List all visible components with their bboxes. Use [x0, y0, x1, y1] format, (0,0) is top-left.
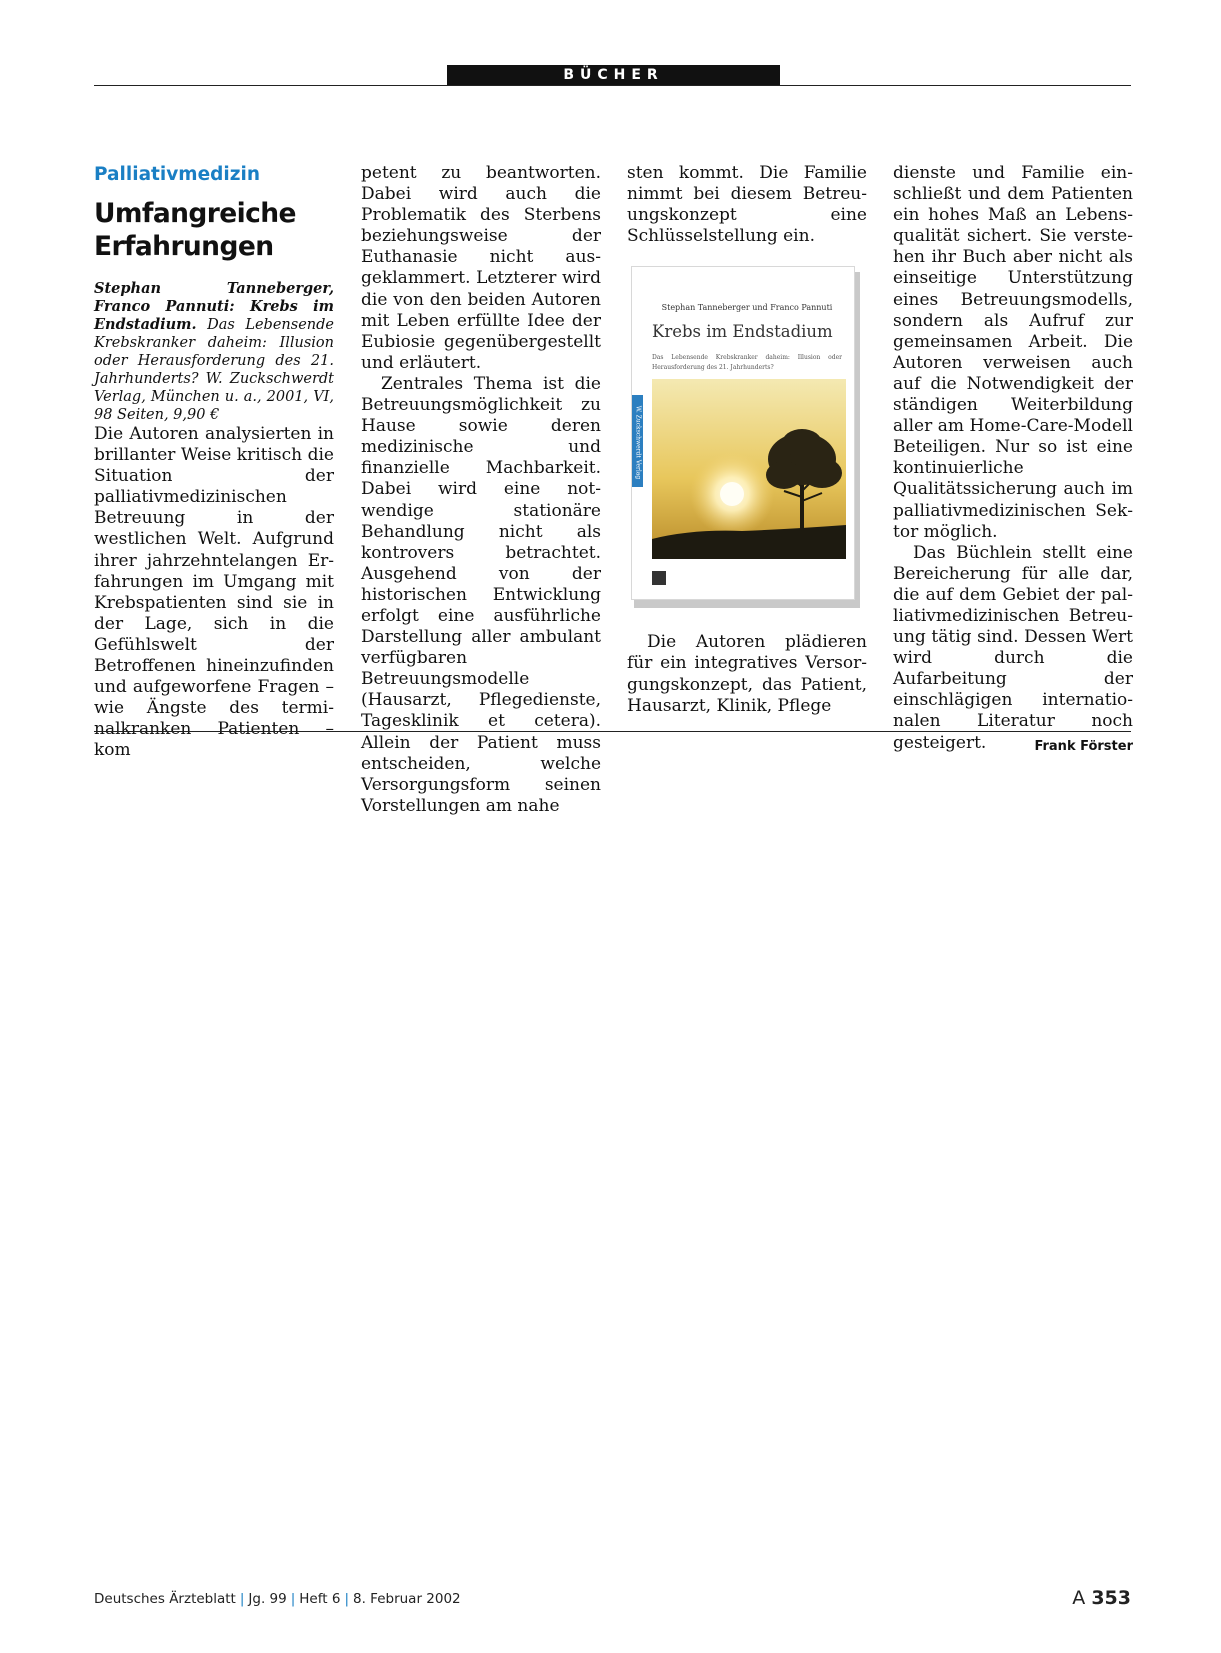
headline-line-1: Umfangreiche: [94, 198, 296, 229]
body-paragraph: Zentrales Thema ist die Betreuungsmöglichkeit zu Hause sowie deren medizinische und finanzielle Machbarkeit. Dabei wird eine notwendige stationäre Behandlung nicht als kontrovers betrachtet. Ausgehend von der historischen Entwicklung erfolgt eine ausführliche Darstellung aller ambulant verfügbaren Betreuungsmodelle (Hausarzt, Pflegedienste, Tagesklinik et cetera). Allein der Patient muss entscheiden, welche Versorgungsform seinen Vorstellungen am nahe: [361, 373, 601, 816]
page-number: [1072, 1587, 1131, 1609]
column-1: [94, 163, 334, 762]
body-paragraph: dienste und Familie einschließt und dem Patienten ein hohes Maß an Lebensqualität sichert. Sie verstehen ihr Buch aber nicht als einseitige Unterstützung eines Betreuungsmodells, sondern als Aufruf zur gemeinsamen Arbeit. Die Autoren verweisen auch auf die Notwendigkeit der ständigen Weiterbildung aller am Home-Care-Modell Beteiligen. Nur so ist eine kontinuierliche Qualitätssicherung auch im palliativmedizinischen Sektor möglich.: [893, 163, 1133, 542]
body-paragraph: Die Autoren analysierten in brillanter Weise kritisch die Situation der palliativmedizinischen Betreuung in der westlichen Welt. Aufgrund ihrer jahrzehntelangen Erfahrungen im Umgang mit Krebspatienten sind sie in der Lage, sich in die Gefühlswelt der Betroffenen hineinzufinden und aufgeworfene Fragen – wie Ängste des terminalkranken Patienten – kom: [94, 424, 334, 761]
book-cover: [631, 266, 855, 600]
biblio-details: Das Lebensende Krebskranker daheim: Illusion oder Herausforderung des 21. Jahrhunderts? W. Zuckschwerdt Verlag, München u. a., 2001, VI, 98 Seiten, 9,90 €: [94, 317, 334, 423]
body-paragraph: petent zu beantworten. Dabei wird auch die Problematik des Sterbens beziehungsweise der Euthanasie nicht ausgeklammert. Letzterer wird die von den beiden Autoren mit Leben erfüllte Idee der Eubiosie gegenübergestellt und erläutert.: [361, 163, 601, 373]
body-paragraph: sten kommt. Die Familie nimmt bei diesem Betreuungskonzept eine Schlüsselstellung ein.: [627, 163, 867, 247]
footer-separator: |: [290, 1591, 296, 1607]
body-paragraph-text: Das Büchlein stellt eine Bereicherung für alle dar, die auf dem Gebiet der palliativmedizinischen Betreuung tätig sind. Dessen Wert wird durch die Aufarbeitung der einschlägigen internationalen Literatur noch gesteigert.: [893, 542, 1133, 753]
body-paragraph: [893, 543, 1133, 754]
journal-name: Deutsches Ärzteblatt: [94, 1591, 236, 1607]
book-cover-image: [631, 266, 861, 610]
page-prefix: A: [1072, 1587, 1086, 1609]
cover-authors: Stephan Tanneberger und Franco Pannuti: [661, 303, 833, 313]
footer-separator: |: [344, 1591, 349, 1607]
top-rule: [94, 85, 1131, 86]
article-headline: [94, 197, 334, 263]
headline-line-2: Erfahrungen: [94, 231, 274, 262]
bibliographic-info: [94, 280, 334, 424]
sunset-tree-illustration: [652, 379, 846, 559]
journal-issue: Heft 6: [299, 1591, 341, 1607]
column-2: [361, 163, 601, 817]
page-footer: [94, 1587, 1131, 1609]
article-author: Frank Förster: [1034, 738, 1133, 754]
biblio-authors-title: Stephan Tanneberger, Franco Pannuti: Krebs im Endstadium.: [94, 280, 334, 333]
issue-date: 8. Februar 2002: [353, 1591, 461, 1607]
cover-title: Krebs im Endstadium: [652, 322, 833, 342]
column-4: [893, 163, 1133, 757]
cover-subtitle: Das Lebensende Krebskranker daheim: Illusion oder Herausforderung des 21. Jahrhunderts?: [652, 354, 842, 372]
publisher-logo-icon: [652, 571, 666, 585]
column-3: [627, 163, 867, 717]
page-number-value: 353: [1091, 1587, 1131, 1609]
journal-volume: Jg. 99: [248, 1591, 287, 1607]
body-paragraph: Die Autoren plädieren für ein integratives Versorgungskonzept, das Patient, Hausarzt, Klinik, Pflege: [627, 632, 867, 716]
article-kicker: Palliativmedizin: [94, 164, 260, 185]
section-label: BÜCHER: [447, 65, 780, 85]
footer-separator: |: [239, 1591, 245, 1607]
bottom-rule: [94, 731, 1131, 732]
cover-publisher-text: W. Zuckschwerdt Verlag: [634, 406, 642, 480]
